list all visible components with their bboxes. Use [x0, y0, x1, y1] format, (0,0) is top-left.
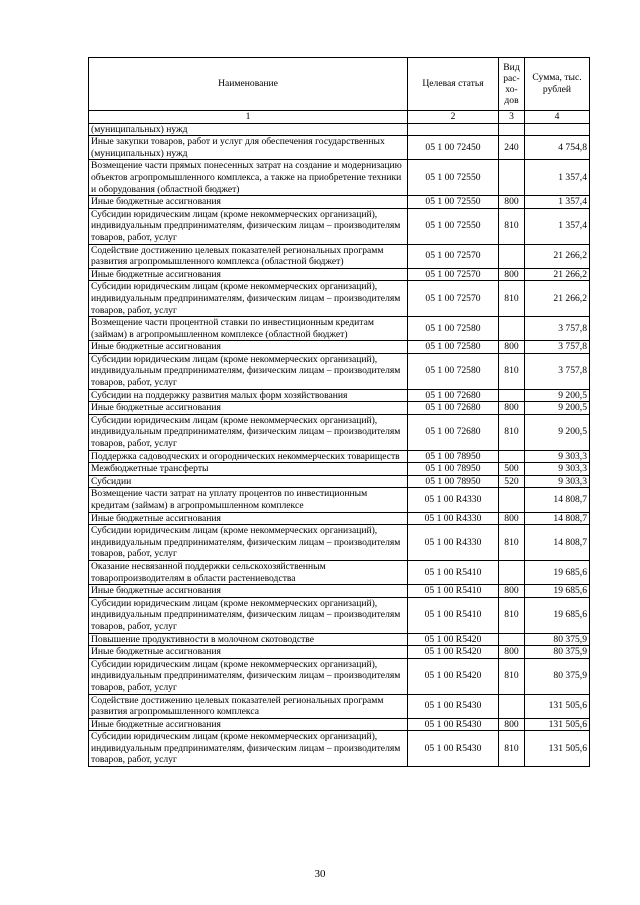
table-header: [89, 58, 590, 124]
table-row: [89, 353, 590, 389]
row-code-cell: 05 1 00 78950: [408, 463, 499, 476]
row-code-cell: 05 1 00 78950: [408, 475, 499, 488]
row-sum-cell: 19 685,6: [525, 560, 590, 584]
row-name-cell: Субсидии юридическим лицам (кроме некоммерческих организаций), индивидуальным предпринимателям, физическим лицам – производителям товаров, работ, услуг: [89, 525, 408, 561]
row-name-cell: Субсидии: [89, 475, 408, 488]
column-number-row: [89, 111, 590, 124]
row-code-cell: 05 1 00 72580: [408, 353, 499, 389]
table-row: [89, 281, 590, 317]
table-row: [89, 414, 590, 450]
row-sum-cell: 3 757,8: [525, 353, 590, 389]
table-row: [89, 196, 590, 209]
row-sum-cell: 1 357,4: [525, 160, 590, 196]
table-row: [89, 694, 590, 718]
table-row: [89, 160, 590, 196]
row-expense-type-cell: 810: [499, 208, 525, 244]
row-expense-type-cell: [499, 450, 525, 463]
row-sum-cell: 21 266,2: [525, 244, 590, 268]
table-row: [89, 389, 590, 402]
row-sum-cell: 21 266,2: [525, 281, 590, 317]
row-sum-cell: 9 303,3: [525, 463, 590, 476]
row-name-cell: Субсидии юридическим лицам (кроме некоммерческих организаций), индивидуальным предпринимателям, физическим лицам – производителям товаров, работ, услуг: [89, 414, 408, 450]
table-row: [89, 525, 590, 561]
row-name-cell: Возмещение части затрат на уплату процентов по инвестиционным кредитам (займам) в агропромышленном комплексе: [89, 488, 408, 512]
row-expense-type-cell: 800: [499, 585, 525, 598]
row-name-cell: Иные бюджетные ассигнования: [89, 646, 408, 659]
row-sum-cell: 9 200,5: [525, 414, 590, 450]
row-sum-cell: [525, 123, 590, 136]
row-name-cell: Иные бюджетные ассигнования: [89, 718, 408, 731]
header-name: Наименование: [89, 58, 408, 111]
row-name-cell: Иные закупки товаров, работ и услуг для обеспечения государственных (муниципальных) нужд: [89, 136, 408, 160]
table-row: [89, 317, 590, 341]
row-name-cell: Повышение продуктивности в молочном скотоводстве: [89, 633, 408, 646]
row-code-cell: 05 1 00 R4330: [408, 525, 499, 561]
row-sum-cell: 19 685,6: [525, 597, 590, 633]
row-code-cell: 05 1 00 72550: [408, 196, 499, 209]
row-sum-cell: 80 375,9: [525, 646, 590, 659]
row-name-cell: Субсидии юридическим лицам (кроме некоммерческих организаций), индивидуальным предпринимателям, физическим лицам – производителям товаров, работ, услуг: [89, 597, 408, 633]
row-code-cell: 05 1 00 72680: [408, 414, 499, 450]
row-name-cell: Иные бюджетные ассигнования: [89, 402, 408, 415]
row-sum-cell: 14 808,7: [525, 512, 590, 525]
table-row: [89, 463, 590, 476]
row-expense-type-cell: [499, 317, 525, 341]
column-number-4: 4: [525, 111, 590, 124]
row-code-cell: 05 1 00 R5430: [408, 731, 499, 767]
row-code-cell: 05 1 00 72580: [408, 341, 499, 354]
row-name-cell: Иные бюджетные ассигнования: [89, 512, 408, 525]
row-expense-type-cell: 810: [499, 731, 525, 767]
row-name-cell: Субсидии юридическим лицам (кроме некоммерческих организаций), индивидуальным предпринимателям, физическим лицам – производителям товаров, работ, услуг: [89, 208, 408, 244]
row-code-cell: 05 1 00 R5420: [408, 658, 499, 694]
row-name-cell: Содействие достижению целевых показателей региональных программ развития агропромышленного комплекса: [89, 694, 408, 718]
row-sum-cell: 9 303,3: [525, 475, 590, 488]
page-number: 30: [314, 868, 326, 880]
table-row: [89, 658, 590, 694]
table-row: [89, 646, 590, 659]
row-name-cell: Субсидии на поддержку развития малых форм хозяйствования: [89, 389, 408, 402]
row-name-cell: Содействие достижению целевых показателей региональных программ развития агропромышленного комплекса (областной бюджет): [89, 244, 408, 268]
row-sum-cell: 131 505,6: [525, 718, 590, 731]
row-expense-type-cell: 520: [499, 475, 525, 488]
row-name-cell: Субсидии юридическим лицам (кроме некоммерческих организаций), индивидуальным предпринимателям, физическим лицам – производителям товаров, работ, услуг: [89, 281, 408, 317]
table-row: [89, 450, 590, 463]
row-sum-cell: 14 808,7: [525, 488, 590, 512]
table-row: [89, 123, 590, 136]
row-sum-cell: 19 685,6: [525, 585, 590, 598]
row-sum-cell: 131 505,6: [525, 731, 590, 767]
row-sum-cell: 80 375,9: [525, 658, 590, 694]
row-sum-cell: 9 200,5: [525, 402, 590, 415]
row-code-cell: 05 1 00 R5430: [408, 718, 499, 731]
row-sum-cell: 9 303,3: [525, 450, 590, 463]
row-sum-cell: 21 266,2: [525, 268, 590, 281]
row-name-cell: Иные бюджетные ассигнования: [89, 196, 408, 209]
row-expense-type-cell: 810: [499, 525, 525, 561]
table-row: [89, 560, 590, 584]
row-code-cell: 05 1 00 72680: [408, 389, 499, 402]
table-row: [89, 268, 590, 281]
row-expense-type-cell: [499, 123, 525, 136]
table-row: [89, 512, 590, 525]
header-row: [89, 58, 590, 111]
table-row: [89, 475, 590, 488]
row-code-cell: [408, 123, 499, 136]
row-name-cell: (муниципальных) нужд: [89, 123, 408, 136]
row-code-cell: 05 1 00 72680: [408, 402, 499, 415]
row-code-cell: 05 1 00 R5420: [408, 646, 499, 659]
column-number-3: 3: [499, 111, 525, 124]
row-expense-type-cell: 800: [499, 512, 525, 525]
row-code-cell: 05 1 00 R5410: [408, 585, 499, 598]
row-expense-type-cell: [499, 160, 525, 196]
row-expense-type-cell: 810: [499, 353, 525, 389]
row-sum-cell: 9 200,5: [525, 389, 590, 402]
row-name-cell: Возмещение части процентной ставки по инвестиционным кредитам (займам) в агропромышленном комплексе (областной бюджет): [89, 317, 408, 341]
row-name-cell: Иные бюджетные ассигнования: [89, 341, 408, 354]
row-expense-type-cell: [499, 244, 525, 268]
row-name-cell: Межбюджетные трансферты: [89, 463, 408, 476]
row-code-cell: 05 1 00 72450: [408, 136, 499, 160]
row-code-cell: 05 1 00 R5410: [408, 597, 499, 633]
row-expense-type-cell: 800: [499, 718, 525, 731]
row-code-cell: 05 1 00 72570: [408, 244, 499, 268]
table-row: [89, 633, 590, 646]
row-expense-type-cell: 240: [499, 136, 525, 160]
row-expense-type-cell: 810: [499, 597, 525, 633]
row-code-cell: 05 1 00 R5430: [408, 694, 499, 718]
row-expense-type-cell: [499, 389, 525, 402]
row-expense-type-cell: [499, 694, 525, 718]
table-row: [89, 402, 590, 415]
row-code-cell: 05 1 00 R4330: [408, 488, 499, 512]
row-sum-cell: 3 757,8: [525, 317, 590, 341]
row-code-cell: 05 1 00 72550: [408, 160, 499, 196]
row-name-cell: Возмещение части прямых понесенных затрат на создание и модернизацию объектов агропромышленного комплекса, а также на приобретение техники и оборудования (областной бюджет): [89, 160, 408, 196]
row-expense-type-cell: 800: [499, 196, 525, 209]
row-expense-type-cell: 800: [499, 646, 525, 659]
row-expense-type-cell: 500: [499, 463, 525, 476]
table-row: [89, 244, 590, 268]
row-expense-type-cell: [499, 633, 525, 646]
row-sum-cell: 80 375,9: [525, 633, 590, 646]
row-name-cell: Субсидии юридическим лицам (кроме некоммерческих организаций), индивидуальным предпринимателям, физическим лицам – производителям товаров, работ, услуг: [89, 353, 408, 389]
header-expense-type: Вид рас-хо-дов: [499, 58, 525, 111]
row-expense-type-cell: 810: [499, 281, 525, 317]
row-sum-cell: 1 357,4: [525, 208, 590, 244]
row-expense-type-cell: 800: [499, 341, 525, 354]
row-expense-type-cell: 810: [499, 414, 525, 450]
row-sum-cell: 131 505,6: [525, 694, 590, 718]
row-name-cell: Субсидии юридическим лицам (кроме некоммерческих организаций), индивидуальным предпринимателям, физическим лицам – производителям товаров, работ, услуг: [89, 731, 408, 767]
row-name-cell: Иные бюджетные ассигнования: [89, 268, 408, 281]
table-row: [89, 718, 590, 731]
row-expense-type-cell: 810: [499, 658, 525, 694]
row-sum-cell: 1 357,4: [525, 196, 590, 209]
budget-table: [88, 57, 590, 767]
row-sum-cell: 3 757,8: [525, 341, 590, 354]
column-number-1: 1: [89, 111, 408, 124]
row-code-cell: 05 1 00 72570: [408, 281, 499, 317]
table-row: [89, 731, 590, 767]
row-code-cell: 05 1 00 72580: [408, 317, 499, 341]
table-row: [89, 597, 590, 633]
table-body: [89, 123, 590, 766]
header-code: Целевая статья: [408, 58, 499, 111]
table-row: [89, 585, 590, 598]
table-row: [89, 341, 590, 354]
row-code-cell: 05 1 00 R5410: [408, 560, 499, 584]
row-sum-cell: 14 808,7: [525, 525, 590, 561]
row-code-cell: 05 1 00 R5420: [408, 633, 499, 646]
row-code-cell: 05 1 00 72570: [408, 268, 499, 281]
row-expense-type-cell: [499, 560, 525, 584]
row-name-cell: Субсидии юридическим лицам (кроме некоммерческих организаций), индивидуальным предпринимателям, физическим лицам – производителям товаров, работ, услуг: [89, 658, 408, 694]
row-name-cell: Оказание несвязанной поддержки сельскохозяйственным товаропроизводителям в области растениеводства: [89, 560, 408, 584]
row-code-cell: 05 1 00 R4330: [408, 512, 499, 525]
table-row: [89, 488, 590, 512]
header-sum: Сумма, тыс. рублей: [525, 58, 590, 111]
column-number-2: 2: [408, 111, 499, 124]
row-expense-type-cell: 800: [499, 402, 525, 415]
table-row: [89, 208, 590, 244]
row-name-cell: Поддержка садоводческих и огороднических некоммерческих товариществ: [89, 450, 408, 463]
row-expense-type-cell: 800: [499, 268, 525, 281]
row-expense-type-cell: [499, 488, 525, 512]
row-code-cell: 05 1 00 72550: [408, 208, 499, 244]
table-row: [89, 136, 590, 160]
row-sum-cell: 4 754,8: [525, 136, 590, 160]
row-name-cell: Иные бюджетные ассигнования: [89, 585, 408, 598]
row-code-cell: 05 1 00 78950: [408, 450, 499, 463]
